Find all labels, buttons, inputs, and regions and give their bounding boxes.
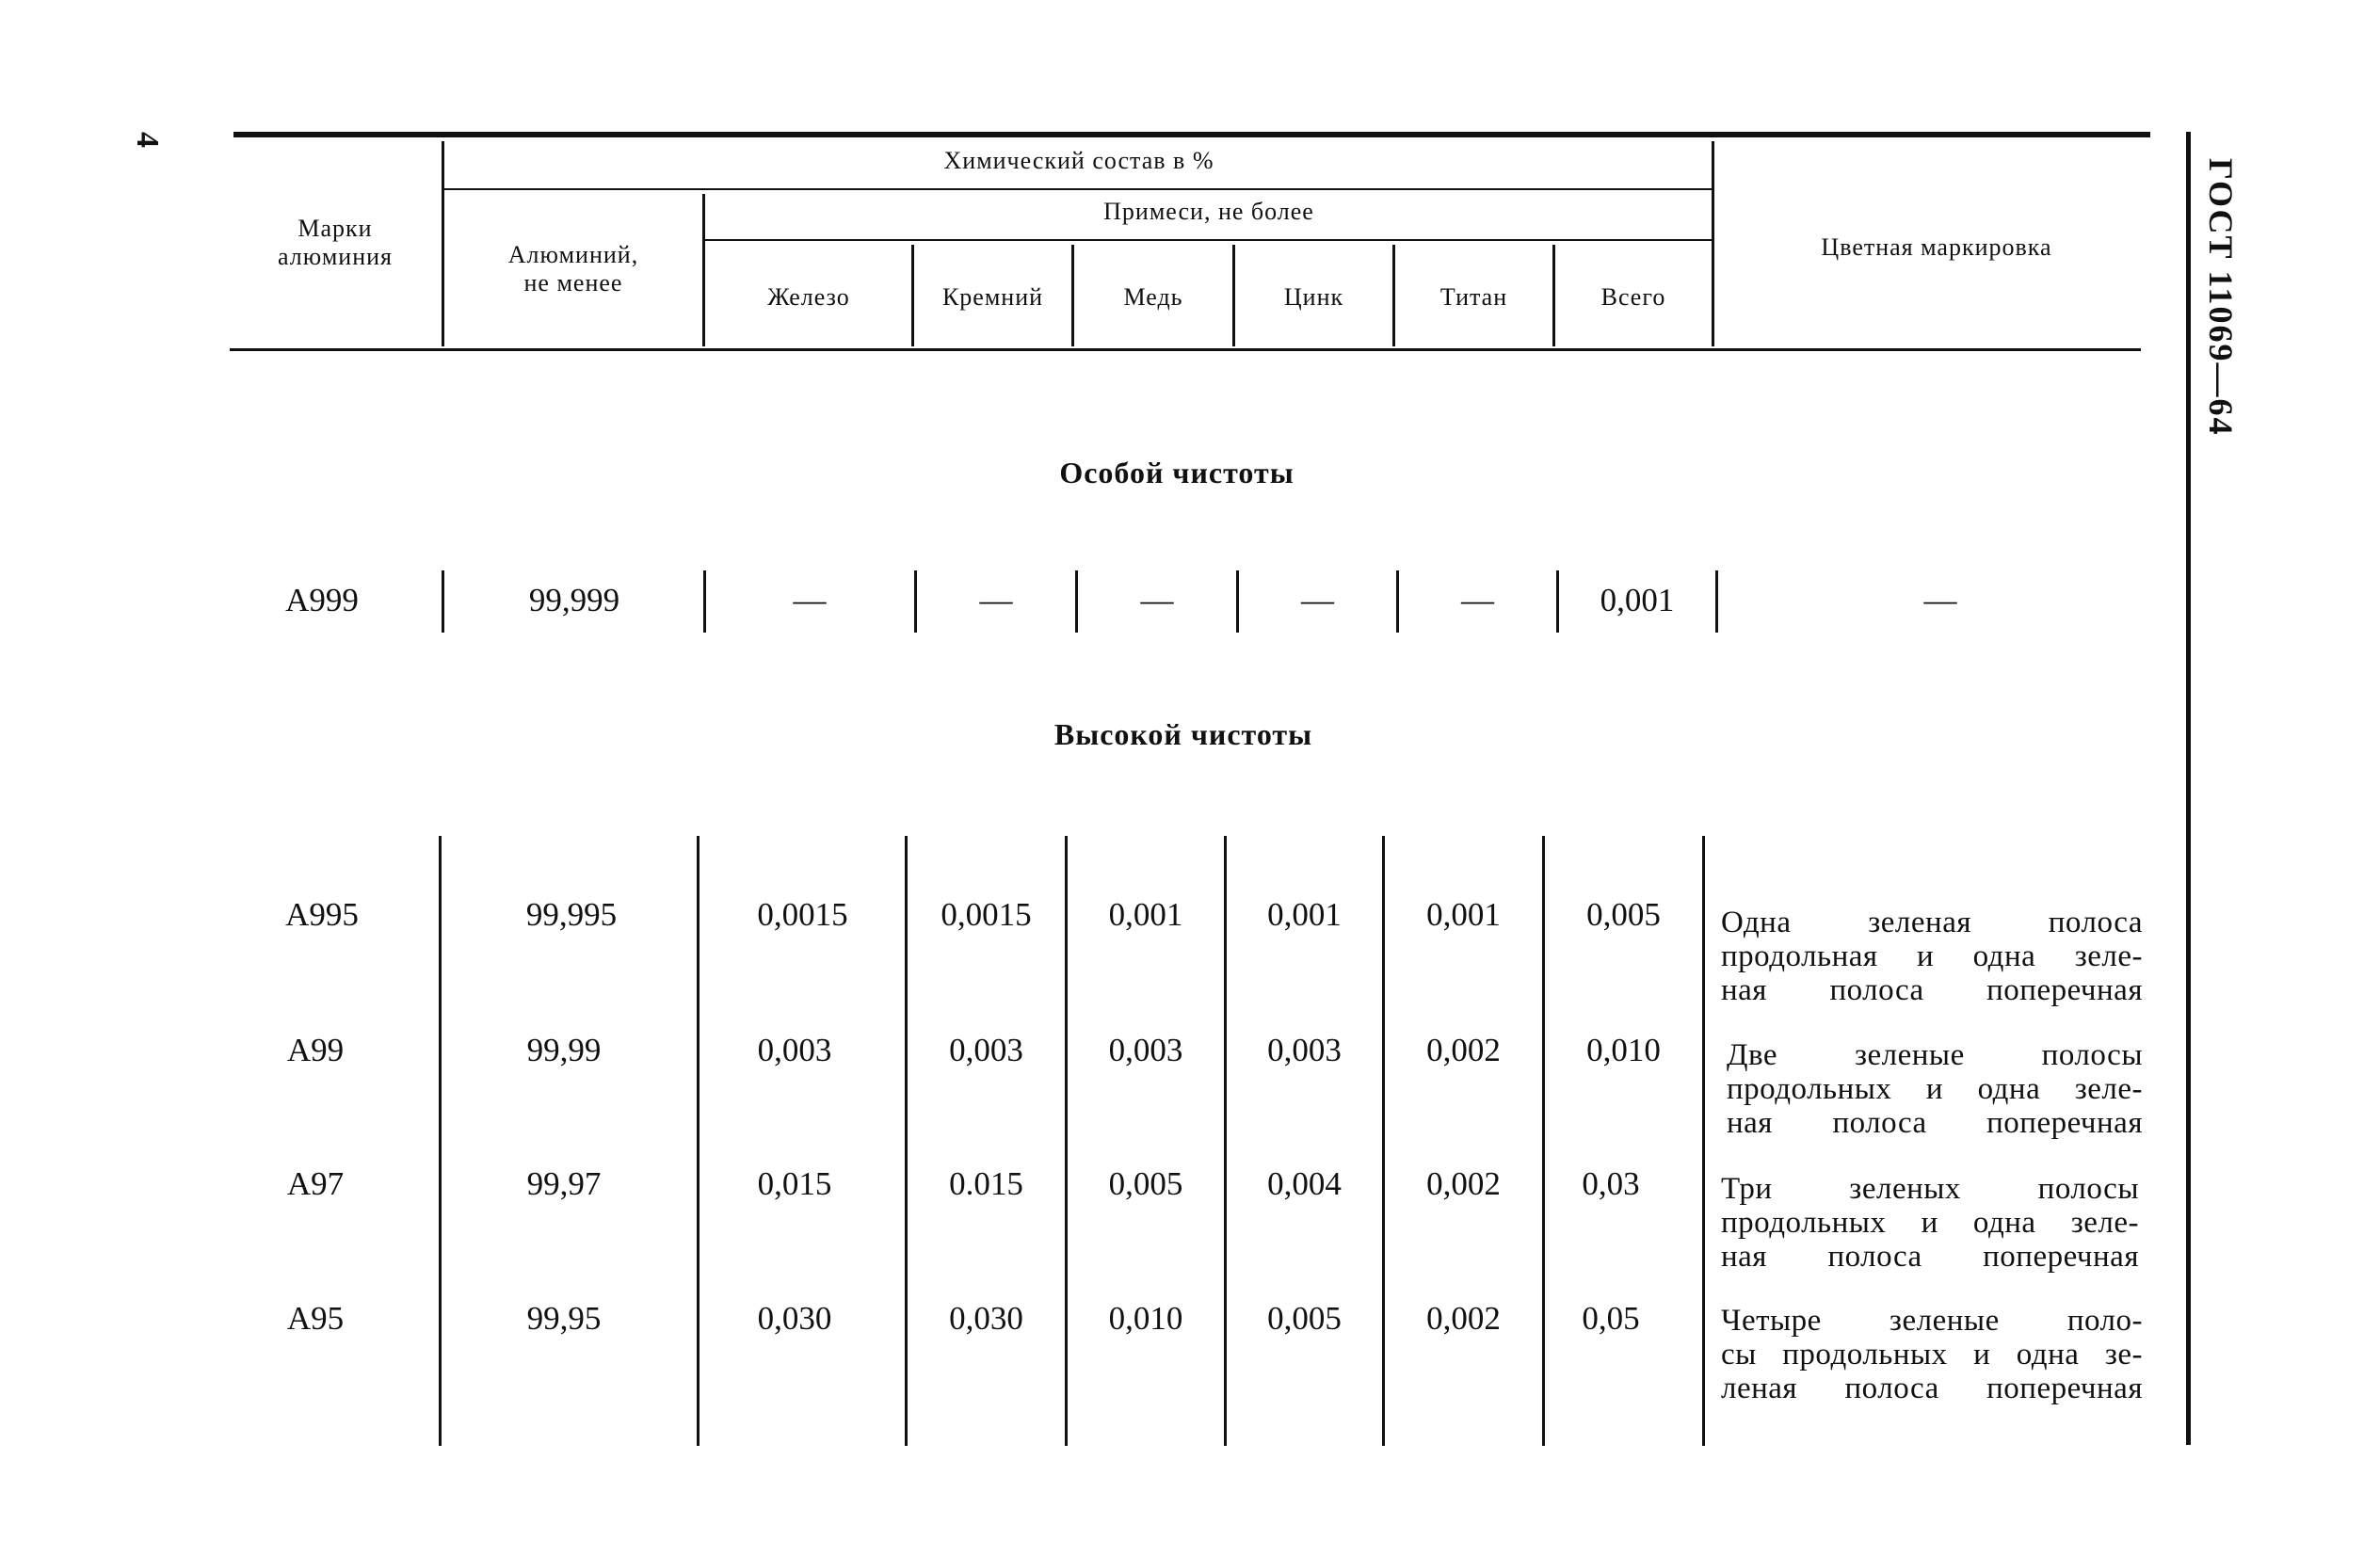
cell-color-marking [1721,906,2143,1007]
cell-grade: А97 [286,1165,345,1202]
marking-line: леная полоса поперечная [1721,1372,2143,1405]
cell-divider [703,570,706,633]
cell-grade: А999 [285,582,359,618]
cell-copper: — [1140,582,1174,618]
marking-line: Две зеленые полосы [1727,1038,2143,1072]
header-bottom-rule [230,348,2141,351]
cell-zinc: 0,004 [1267,1165,1342,1202]
marking-line: Одна зеленая полоса [1721,906,2143,939]
section-title-high: Высокой чистоты [1053,717,1313,751]
cell-silicon: 0,0015 [941,896,1032,933]
cell-zinc: — [1301,582,1334,618]
cell-iron: 0,030 [757,1300,832,1337]
cell-copper: 0,003 [1108,1032,1183,1068]
header-titanium: Титан [1439,283,1508,311]
cell-divider [442,570,444,633]
table-top-rule [233,132,2150,137]
cell-total: 0,001 [1600,582,1675,618]
column-divider [697,836,700,1446]
header-color-marking: Цветная маркировка [1821,233,2052,261]
cell-color-marking [1721,1172,2139,1274]
cell-color-marking: — [1923,582,1957,618]
cell-iron: 0,0015 [757,896,848,933]
cell-titanium: 0,002 [1426,1165,1501,1202]
cell-grade: А99 [286,1032,345,1068]
marking-line: Три зеленых полосы [1721,1172,2139,1206]
cell-titanium: 0,001 [1426,896,1501,933]
impurities-underline [704,239,1712,241]
header-grade-line2: алюминия [278,243,393,270]
cell-aluminum: 99,995 [525,896,618,933]
cell-divider [1715,570,1718,633]
cell-aluminum: 99,97 [526,1165,602,1202]
cell-aluminum: 99,999 [528,582,620,618]
cell-copper: 0,005 [1108,1165,1183,1202]
cell-titanium: — [1461,582,1494,618]
cell-zinc: 0,005 [1267,1300,1342,1337]
header-copper: Медь [1123,283,1183,311]
cell-iron: 0,015 [757,1165,832,1202]
header-iron: Железо [767,283,850,311]
header-impurities: Примеси, не более [1103,198,1314,225]
cell-zinc: 0,001 [1267,896,1342,933]
header-total: Всего [1600,283,1666,311]
cell-titanium: 0,002 [1426,1300,1501,1337]
cell-color-marking [1721,1304,2143,1405]
standard-designation [2201,158,2241,436]
cell-total: 0,005 [1586,896,1661,933]
page-number-text: 4 [130,132,165,148]
section-title-special: Особой чистоты [1059,456,1295,489]
header-grade-line1: Марки [298,215,373,242]
cell-grade: А995 [285,896,359,933]
header-divider [1712,141,1714,346]
cell-aluminum: 99,99 [526,1032,602,1068]
cell-grade: А95 [286,1300,345,1337]
column-divider [439,836,442,1446]
header-composition: Химический состав в % [943,147,1214,174]
cell-total: 0,010 [1586,1032,1661,1068]
marking-line: продольная и одна зеле- [1721,939,2143,973]
cell-silicon: 0.015 [949,1165,1023,1202]
cell-silicon: — [979,582,1013,618]
cell-total: 0,03 [1582,1165,1640,1202]
cell-total: 0,05 [1582,1300,1640,1337]
cell-iron: 0,003 [757,1032,832,1068]
marking-line: ная полоса поперечная [1721,973,2143,1007]
standard-designation-text: ГОСТ 11069—64 [2202,158,2240,437]
right-margin-rule [2186,132,2191,1445]
marking-line: сы продольных и одна зе- [1721,1338,2143,1372]
marking-line: продольных и одна зеле- [1727,1072,2143,1106]
header-aluminum-line1: Алюминий, [507,241,639,268]
cell-copper: 0,010 [1108,1300,1183,1337]
marking-line: ная полоса поперечная [1727,1106,2143,1140]
cell-aluminum: 99,95 [526,1300,602,1337]
cell-zinc: 0,003 [1267,1032,1342,1068]
marking-line: Четыре зеленые поло- [1721,1304,2143,1338]
cell-silicon: 0,003 [949,1032,1023,1068]
column-divider [1702,836,1705,1446]
header-silicon: Кремний [941,283,1044,311]
cell-color-marking [1727,1038,2143,1140]
cell-iron: — [793,582,827,618]
marking-line: ная полоса поперечная [1721,1240,2139,1274]
header-grade [235,215,435,271]
cell-silicon: 0,030 [949,1300,1023,1337]
page-number [129,132,165,148]
header-divider [442,141,444,346]
header-divider [702,194,705,346]
header-aluminum [446,241,700,297]
cell-copper: 0,001 [1108,896,1183,933]
header-aluminum-line2: не менее [523,269,623,297]
header-zinc: Цинк [1283,283,1344,311]
cell-titanium: 0,002 [1426,1032,1501,1068]
marking-line: продольных и одна зеле- [1721,1206,2139,1240]
composition-underline [442,188,1712,190]
